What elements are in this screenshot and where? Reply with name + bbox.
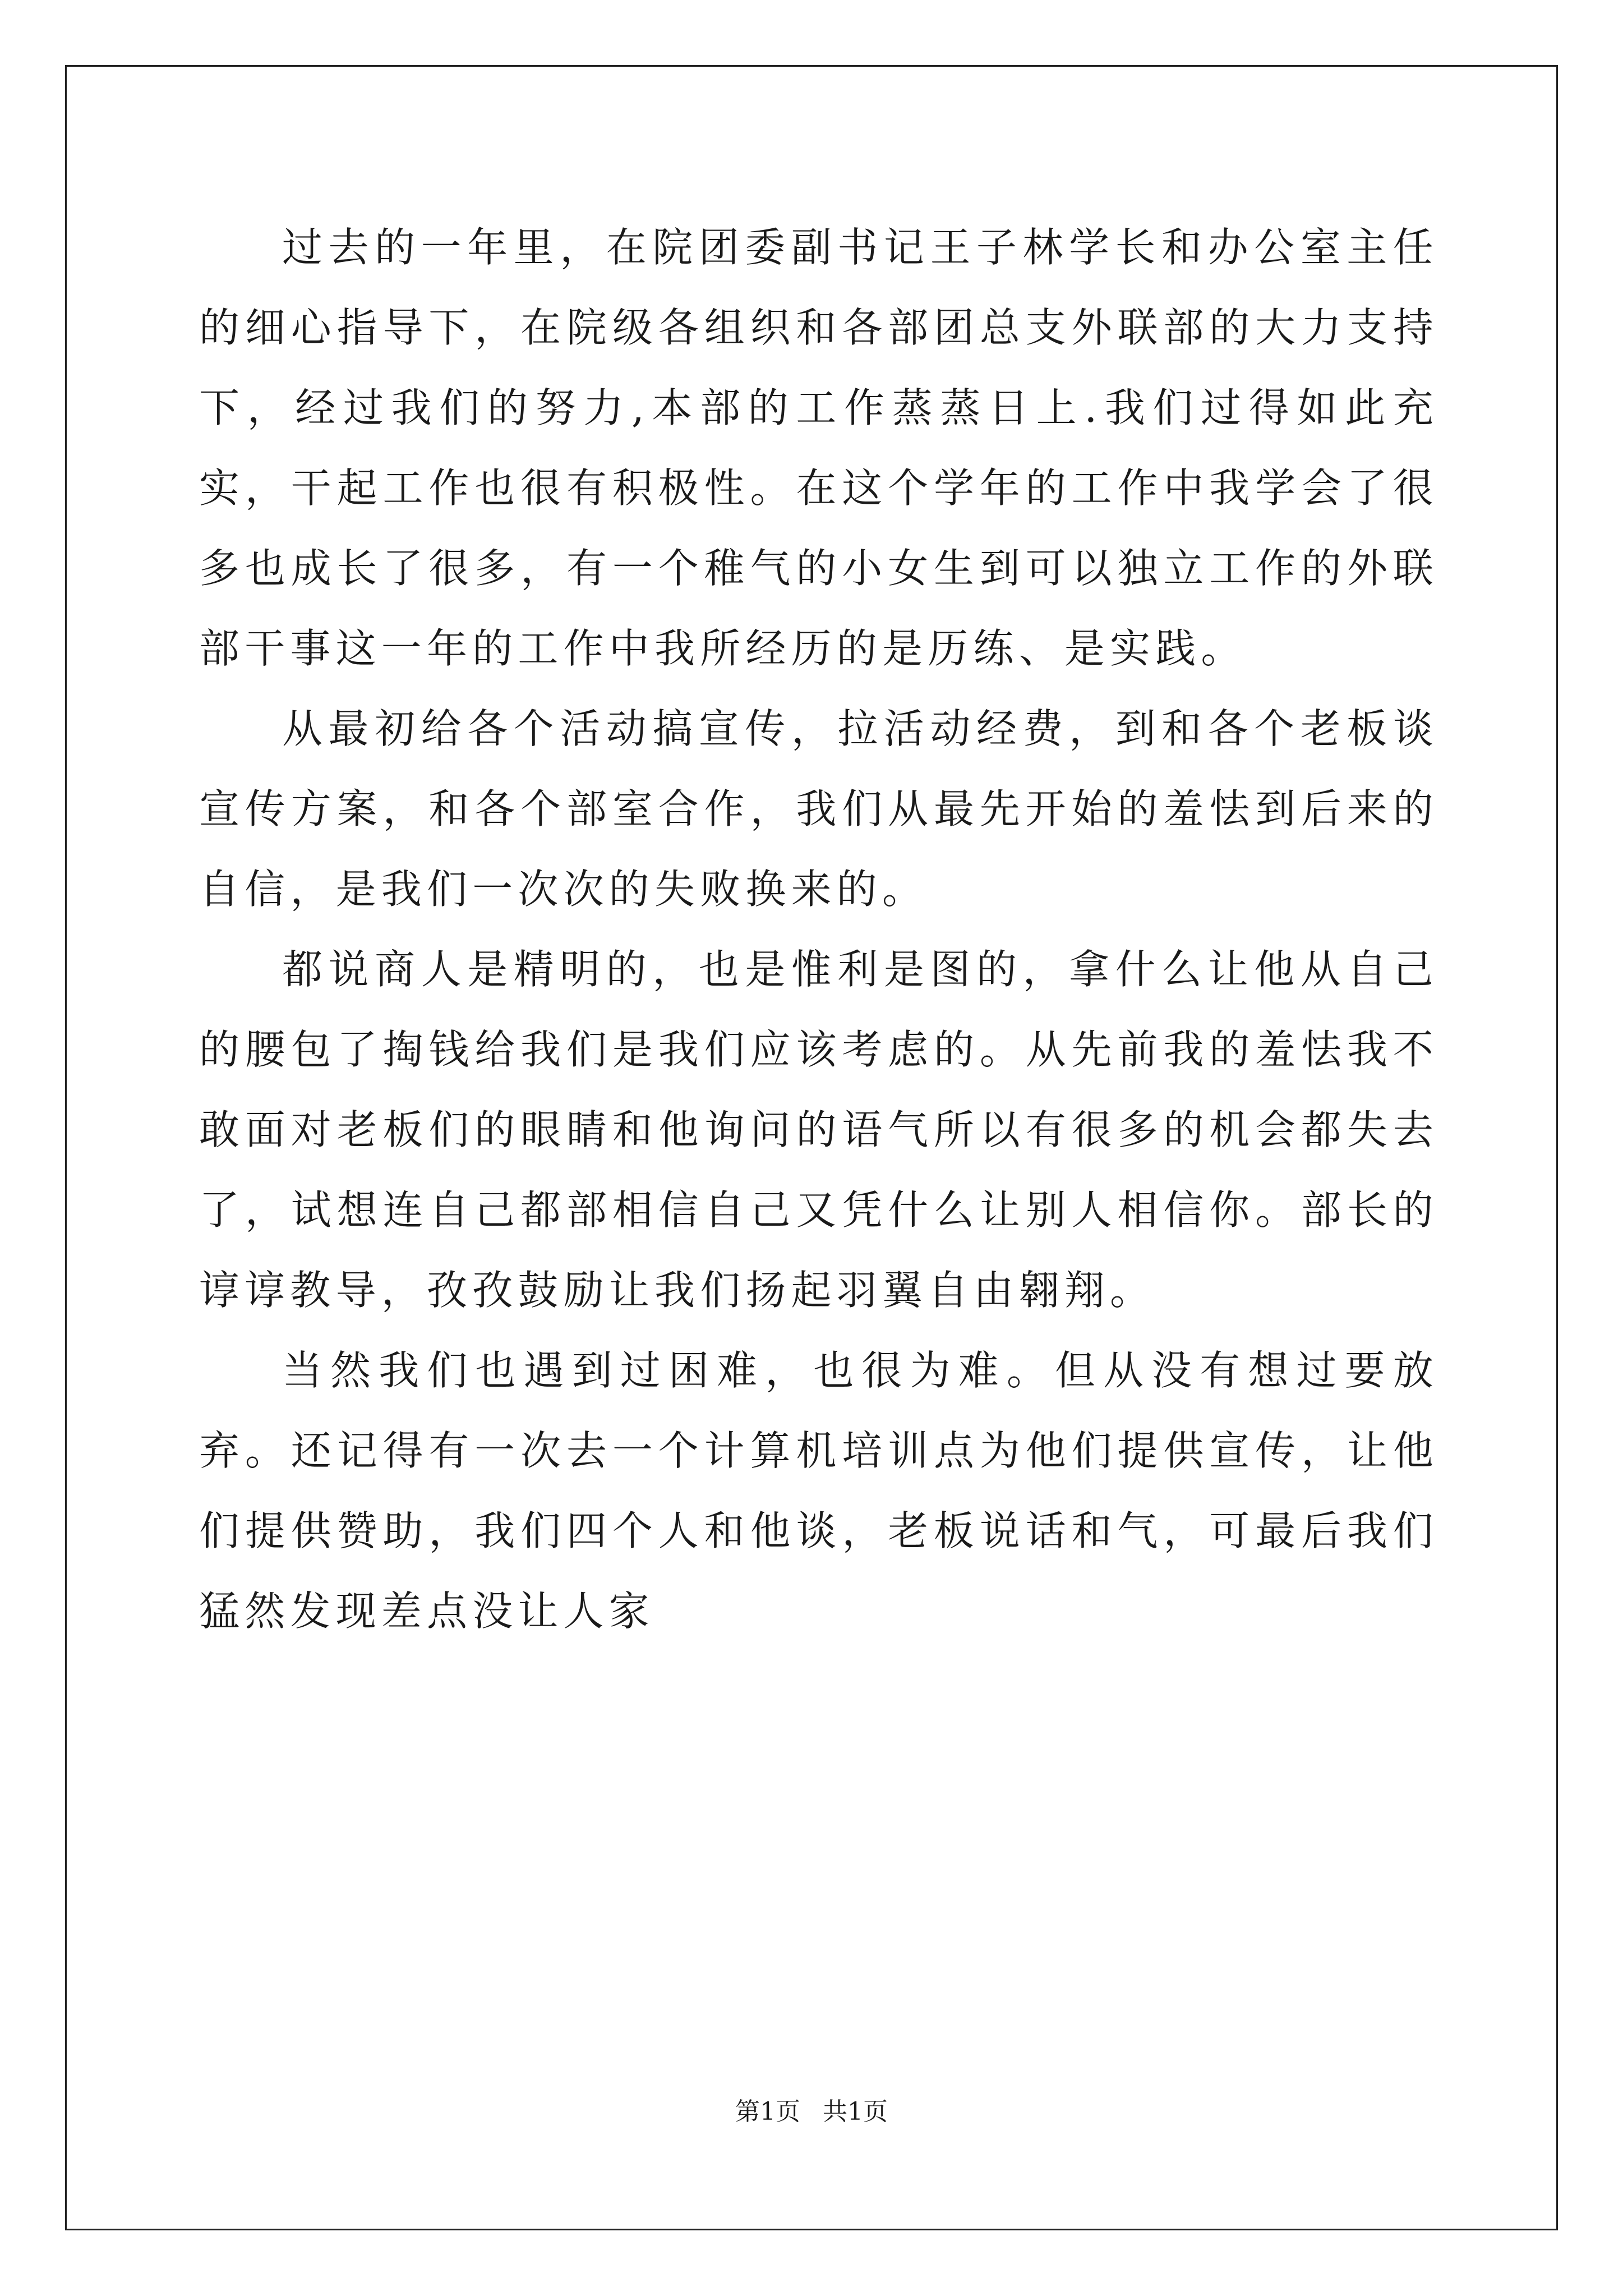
page-footer [0,2095,1623,2129]
document-body [199,208,1438,1651]
paragraph-1: 过去的一年里，在院团委副书记王子林学长和办公室主任的细心指导下，在院级各组织和各部团总支外联部的大力支持下，经过我们的努力,本部的工作蒸蒸日上.我们过得如此充实，干起工作也很有积极性。在这个学年的工作中我学会了很多也成长了很多，有一个稚气的小女生到可以独立工作的外联部干事这一年的工作中我所经历的是历练、是实践。 [199,224,1438,672]
paragraph-4: 当然我们也遇到过困难，也很为难。但从没有想过要放弃。还记得有一次去一个计算机培训点为他们提供宣传，让他们提供赞助，我们四个人和他谈，老板说话和气，可最后我们猛然发现差点没让人家 [199,1347,1438,1635]
page-number: 第1页 [735,2097,800,2126]
paragraph-2: 从最初给各个活动搞宣传，拉活动经费，到和各个老板谈宣传方案，和各个部室合作，我们从最先开始的羞怯到后来的自信，是我们一次次的失败换来的。 [199,705,1438,913]
page-total: 共1页 [823,2097,888,2126]
paragraph-3: 都说商人是精明的，也是惟利是图的，拿什么让他从自己的腰包了掏钱给我们是我们应该考虑的。从先前我的羞怯我不敢面对老板们的眼睛和他询问的语气所以有很多的机会都失去了，试想连自己都部相信自己又凭什么让别人相信你。部长的谆谆教导，孜孜鼓励让我们扬起羽翼自由翱翔。 [199,946,1438,1314]
